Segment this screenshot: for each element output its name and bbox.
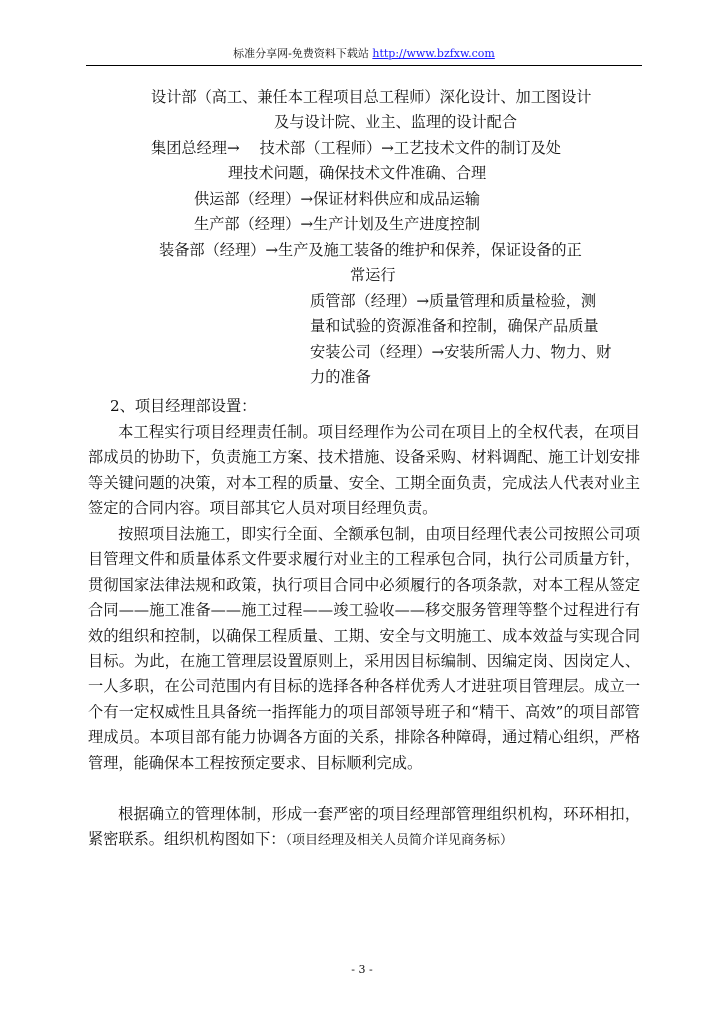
org-line-install-cont: 力的准备 bbox=[310, 368, 371, 386]
paragraph-1-text: 本工程实行项目经理责任制。项目经理作为公司在项目上的全权代表，在项目部成员的协助下，负责施工方案、技术措施、设备采购、材料调配、施工计划安排等关键问题的决策，对本工程的质量、安全、工期全面负责，完成法人代表对业主签定的合同内容。项目部其它人员对项目经理负责。 bbox=[88, 423, 640, 518]
header-text: 标准分享网-免费资料下载站 bbox=[233, 47, 373, 60]
header-rule bbox=[86, 65, 642, 66]
section-heading: 2、项目经理部设置： bbox=[110, 397, 257, 415]
org-line-production: 生产部（经理）→生产计划及生产进度控制 bbox=[194, 215, 481, 233]
org-line-install: 安装公司（经理）→安装所需人力、物力、财 bbox=[310, 343, 612, 361]
page-header bbox=[88, 47, 640, 61]
org-line-equipment-cont: 常运行 bbox=[350, 266, 396, 284]
org-line-tech-cont: 理技术问题，确保技术文件准确、合理 bbox=[228, 164, 487, 182]
org-line-supply: 供运部（经理）→保证材料供应和成品运输 bbox=[194, 190, 481, 208]
paragraph-2-text: 按照项目法施工，即实行全面、全额承包制，由项目经理代表公司按照公司项目管理文件和质量体系文件要求履行对业主的工程承包合同，执行公司质量方针，贯彻国家法律法规和政策，执行项目合同中必须履行的各项条款，对本工程从签定合同——施工准备——施工过程——竣工验收——移交服务管理等整个过程进行有效的组织和控制，以确保工程质量、工期、安全与文明施工、成本效益与实现合同目标。为此，在施工管理层设置原则上，采用因目标编制、因编定岗、因岗定人、一人多职，在公司范围内有目标的选择各种各样优秀人才进驻项目管理层。成立一个有一定权威性且具备统一指挥能力的项目部领导班子和“精干、高效”的项目部管理成员。本项目部有能力协调各方面的关系，排除各种障碍，通过精心组织，严格管理，能确保本工程按预定要求、目标顺利完成。 bbox=[88, 525, 640, 772]
page-number: - 3 - bbox=[351, 963, 373, 976]
paragraph-2 bbox=[88, 522, 640, 776]
org-line-design-cont: 及与设计院、业主、监理的设计配合 bbox=[274, 113, 517, 131]
paragraph-1 bbox=[88, 420, 640, 522]
paragraph-3 bbox=[88, 802, 640, 854]
org-line-equipment: 装备部（经理）→生产及施工装备的维护和保养，保证设备的正 bbox=[159, 241, 582, 259]
org-line-tech: 集团总经理→ 技术部（工程师）→工艺技术文件的制订及处 bbox=[151, 139, 561, 157]
header-link[interactable]: http://www.bzfxw.com bbox=[372, 47, 495, 60]
paragraph-3-text: 根据确立的管理体制，形成一套严密的项目经理部管理组织机构，环环相扣，紧密联系。组织机构图如下： bbox=[88, 805, 640, 849]
org-line-quality: 质管部（经理）→质量管理和质量检验，测 bbox=[310, 292, 597, 310]
paragraph-3-note: （项目经理及相关人员简介详见商务标） bbox=[285, 833, 513, 849]
org-line-design: 设计部（高工、兼任本工程项目总工程师）深化设计、加工图设计 bbox=[151, 88, 592, 106]
org-line-quality-cont: 量和试验的资源准备和控制，确保产品质量 bbox=[310, 317, 599, 335]
